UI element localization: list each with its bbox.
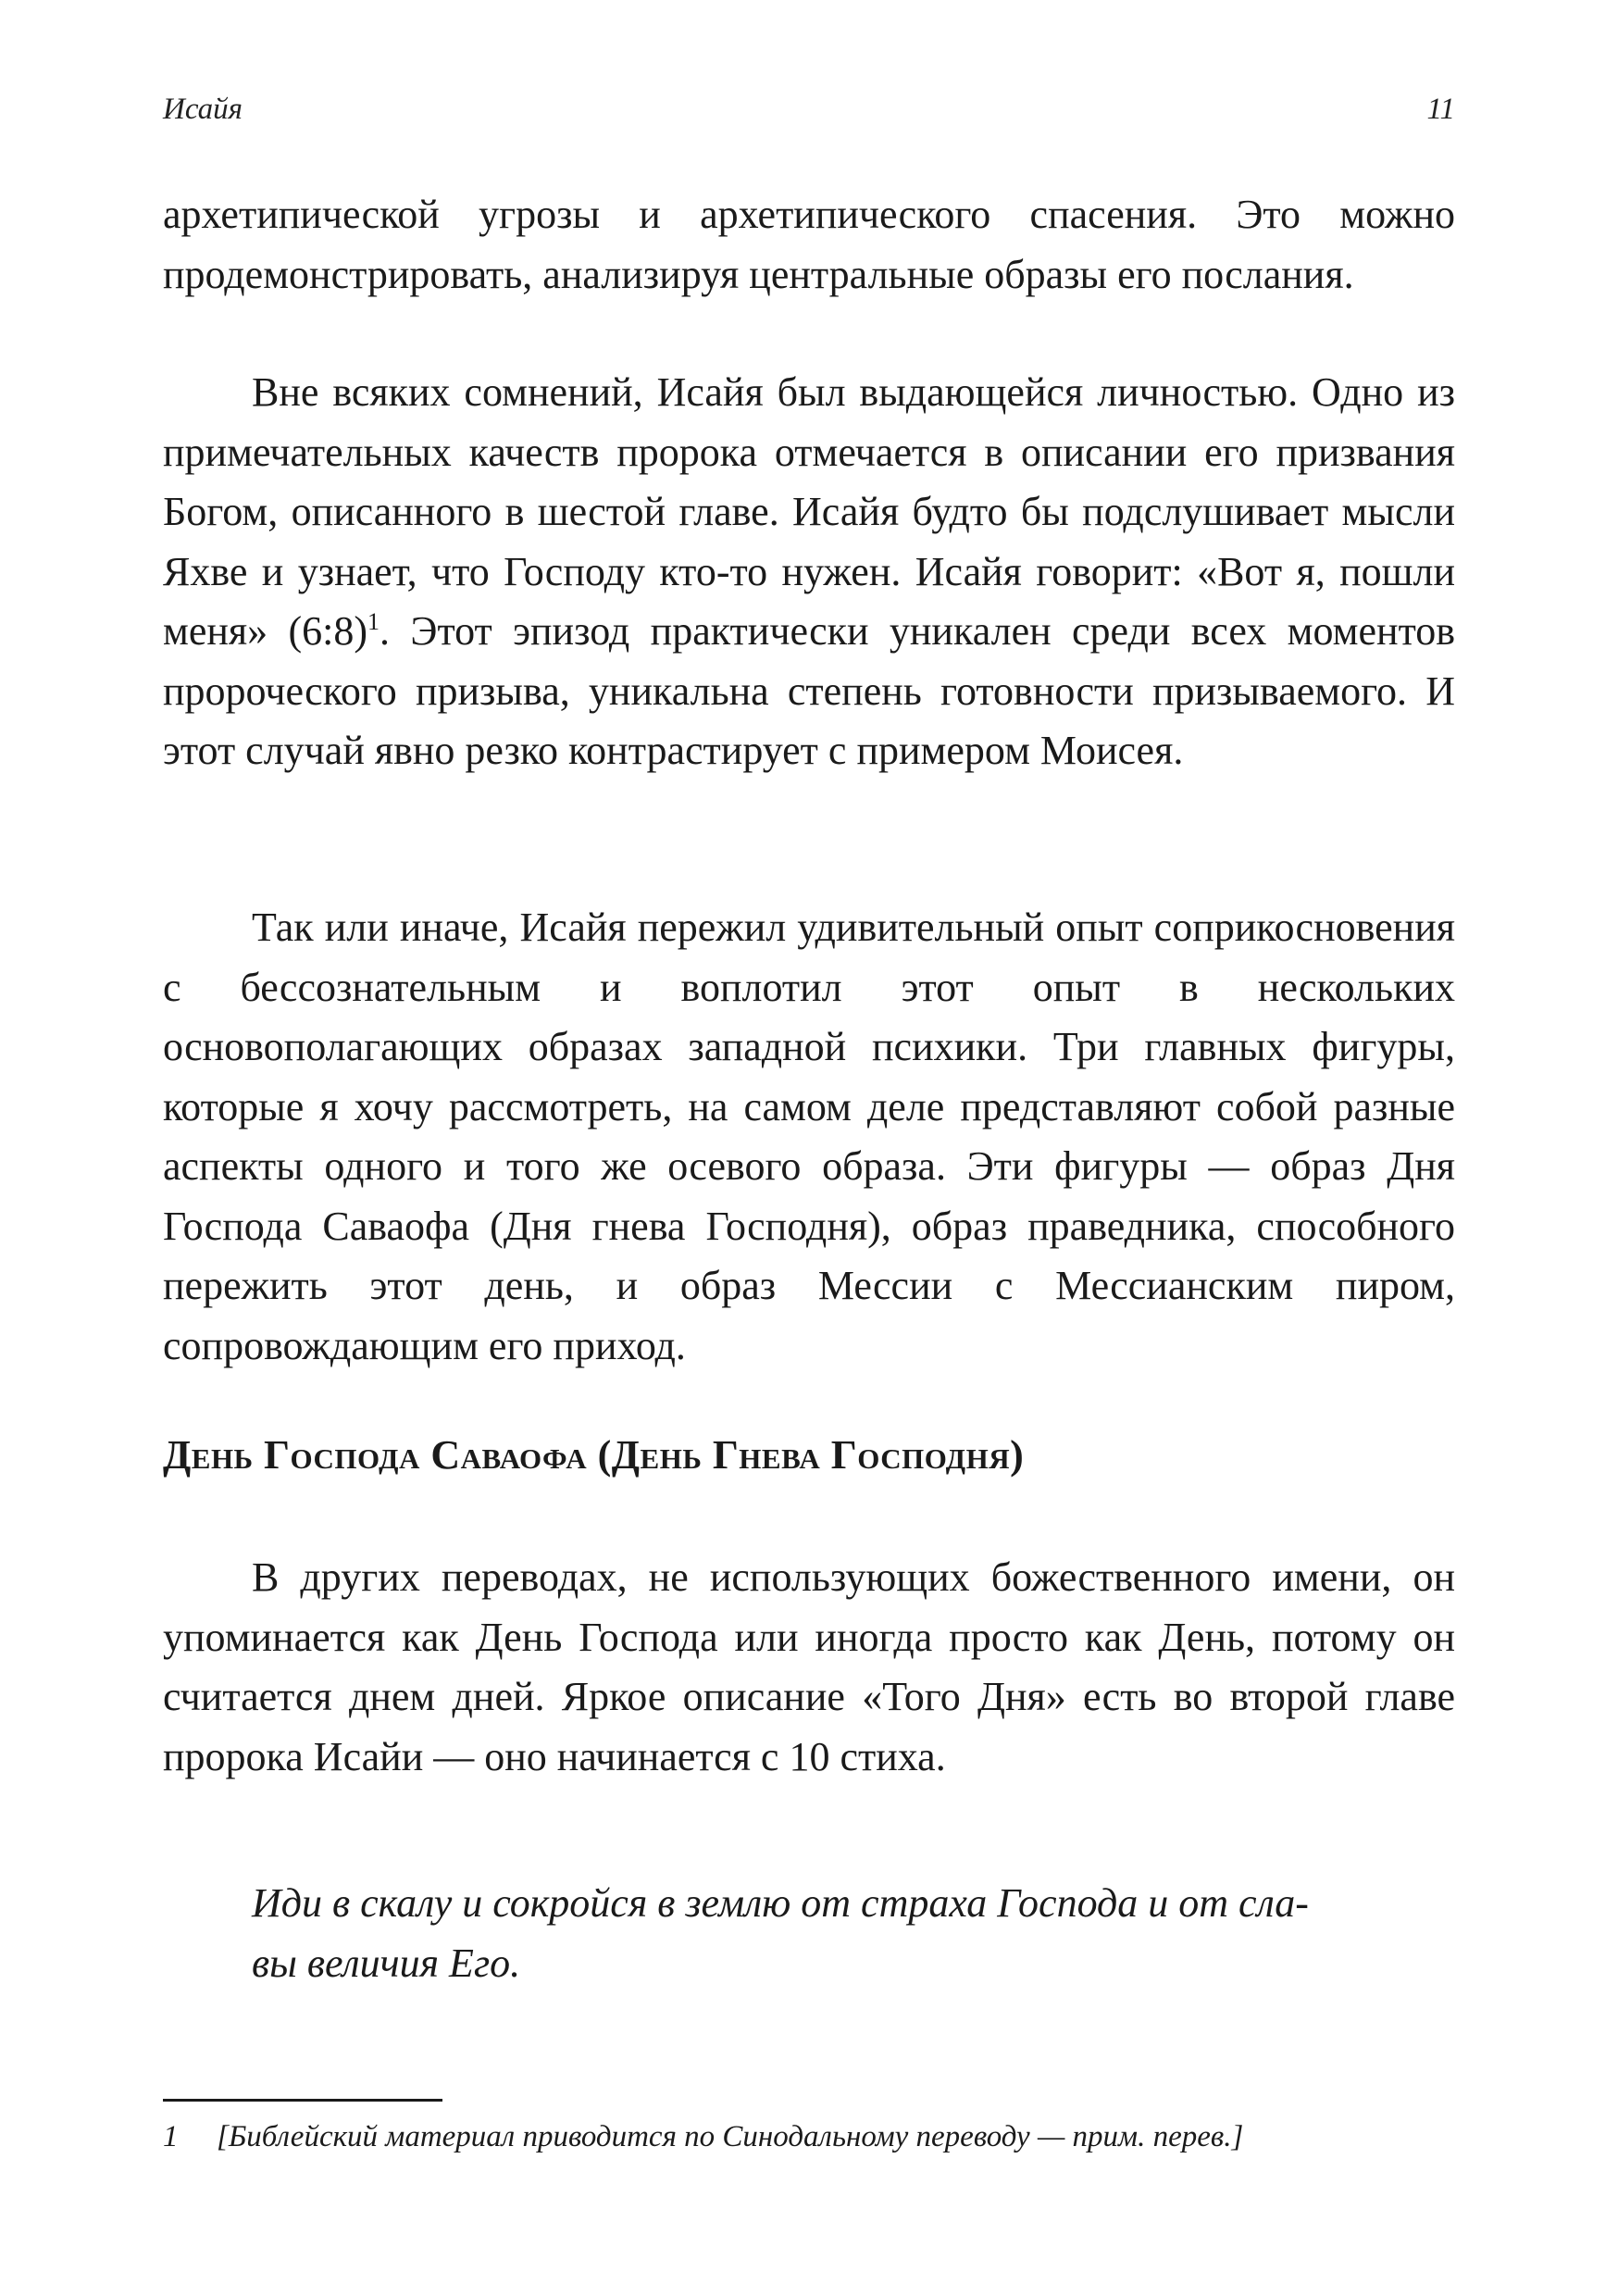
paragraph-text-part: . Этот эпизод практически уникален среди всех моментов пророческого призыва, уникальна степень готовности призываемого. И этот случай явно резко контрастирует с примером Моисея. [163, 608, 1456, 773]
footnote-number: 1 [163, 2120, 179, 2153]
paragraph-continuation [163, 185, 1455, 305]
paragraph-day-of-lord [163, 1548, 1455, 1787]
paragraph-text [163, 363, 1455, 781]
paragraph-three-figures [163, 898, 1455, 1376]
scripture-quote [252, 1874, 1383, 1993]
section-heading: День Господа Саваофа (День Гнева Господня) [163, 1432, 1025, 1478]
paragraph-text: В других переводах, не использующих божественного имени, он упоминается как День Господа или иногда просто как День, потому он считается днем дней. Яркое описание «Того Дня» есть во второй главе пророка Исайи — оно начинается с 10 стиха. [163, 1554, 1455, 1779]
page-number: 11 [1426, 93, 1455, 126]
paragraph-text: Так или иначе, Исайя пережил удивительный опыт соприкосновения с бессознательным и воплотил этот опыт в нескольких основополагающих образах западной психики. Три главных фигуры, которые я хочу рассмотреть, на самом деле представляют собой разные аспекты одного и того же осевого образа. Эти фигуры — образ Дня Господа Саваофа (Дня гнева Господня), образ праведника, способного пережить этот день, и образ Мессии с Мессианским пиром, сопровождающим его приход. [163, 905, 1455, 1368]
running-head-title: Исайя [163, 93, 243, 126]
paragraph-isaiah-calling [163, 363, 1455, 781]
quote-line: вы величия Его. [252, 1940, 521, 1986]
running-head [163, 93, 1455, 139]
footnote-divider [163, 2099, 442, 2102]
paragraph-text-part: Вне всяких сомнений, Исайя был выдающейся личностью. Одно из примечательных качеств пророка отмечается в описании его призвания Богом, описанного в шестой главе. Исайя будто бы подслушивает мысли Яхве и узнает, что Господу кто-то нужен. Исайя говорит: «Вот я, пошли меня» (6:8) [163, 369, 1455, 654]
footnote-text: [Библейский материал приводится по Синодальному переводу — прим. перев.] [217, 2120, 1244, 2153]
paragraph-text: архетипической угрозы и архетипического спасения. Это можно продемонстрировать, анализируя центральные образы его послания. [163, 192, 1455, 297]
footnote-reference[interactable]: 1 [367, 608, 380, 635]
footnote [163, 2120, 1455, 2154]
quote-line: Иди в скалу и сокройся в землю от страха Господа и от сла- [252, 1880, 1309, 1926]
